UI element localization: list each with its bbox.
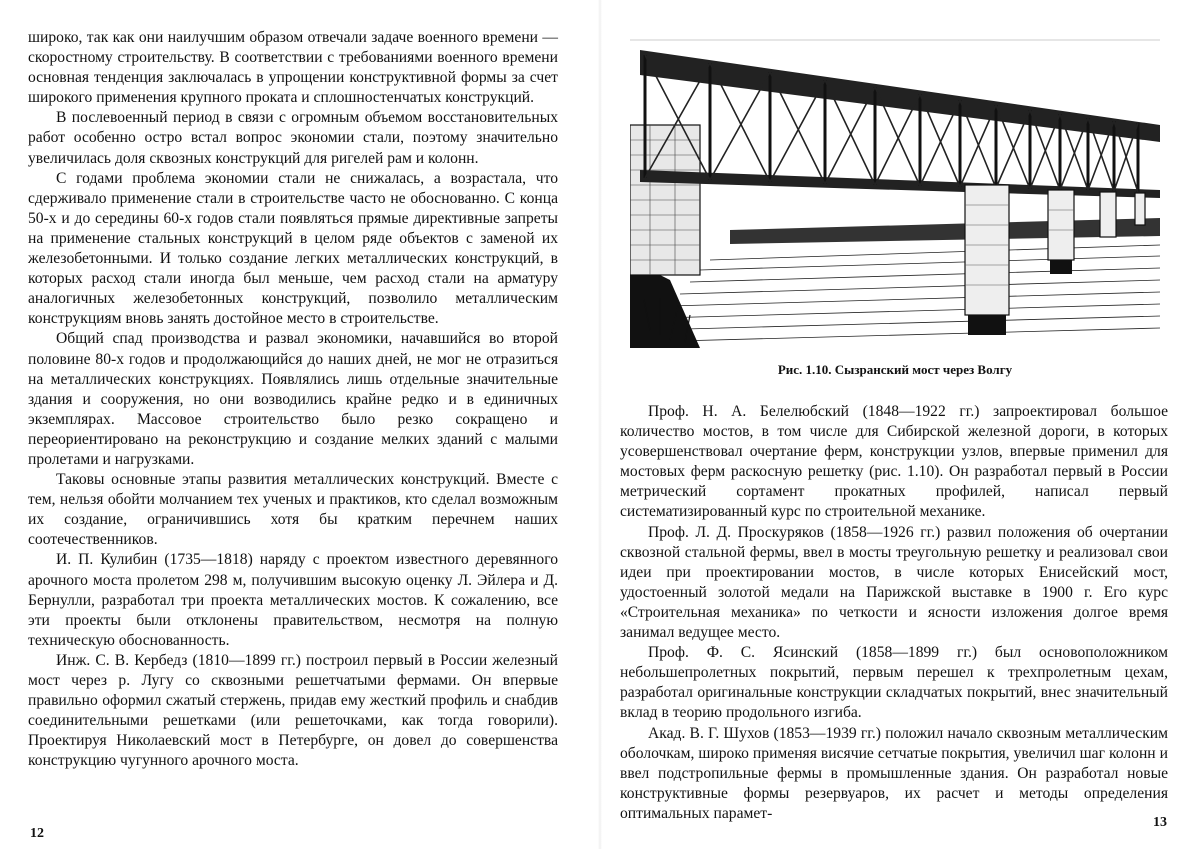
paragraph: Акад. В. Г. Шухов (1853—1939 гг.) положил начало сквозным металлическим оболочкам, широко применяя висячие сетчатые покрытия, увеличил шаг колонн и ввел подстропильные фермы в промышленные здания. Он разработал новые конструктивные формы резервуаров, их расчет и методы определения оптимальных парамет- bbox=[620, 724, 1168, 822]
paragraph: широко, так как они наилучшим образом отвечали задаче военного времени — скоростному строительству. В соответствии с требованиями военного времени основная тенденция заключалась в упрощении конструктивной формы за счет широкого применения крупного проката и сплошностенчатых конструкций. bbox=[28, 29, 558, 107]
paragraph: Инж. С. В. Кербедз (1810—1899 гг.) построил первый в России железный мост через р. Лугу со сквозными решетчатыми фермами. Он впервые правильно оформил сжатый стержень, придав ему жесткий профиль и снабдив соединительными решетками (или решеточками, как тогда говорили). Проектируя Николаевский мост в Петербурге, он довел до совершенства конструкцию чугунного арочного моста. bbox=[28, 651, 558, 770]
paragraph: Проф. Н. А. Белелюбский (1848—1922 гг.) запроектировал большое количество мостов, в том числе для Сибирской железной дороги, в которых усовершенствовал очертание ферм, конструкции узлов, впервые применил для мостовых ферм раскосную решетку (рис. 1.10). Он разработал первый в России метрический сортамент прокатных профилей, написал первый систематизированный курс по строительной механике. bbox=[620, 403, 1168, 521]
page-number-right: 13 bbox=[1153, 815, 1167, 830]
right-page bbox=[600, 0, 1200, 849]
paragraph: Проф. Л. Д. Проскуряков (1858—1926 гг.) развил положения об очертании сквозной стальной фермы, ввел в мосты треугольную решетку и реализовал свои идеи при проектировании мостов, в числе которых Енисейский мост, удостоенный золотой медали на Парижской выставке в 1900 г. Его курс «Строительная механика» по четкости и ясности изложения долгое время занимал ведущее место. bbox=[620, 523, 1168, 642]
figure-caption: Рис. 1.10. Сызранский мост через Волгу bbox=[777, 362, 1013, 377]
paragraph: Проф. Ф. С. Ясинский (1858—1899 гг.) был основоположником небольшепролетных покрытий, первым перешел к трехпролетным цехам, разработал оригинальные конструкции складчатых покрытий, внес значительный вклад в теорию продольного изгиба. bbox=[620, 644, 1168, 722]
paragraph: И. П. Кулибин (1735—1818) наряду с проектом известного деревянного арочного моста пролетом 298 м, получившим высокую оценку Л. Эйлера и Д. Бернулли, разработал три проекта металлических мостов. К сожалению, все эти проекты были отклонены правительством, несмотря на полную техническую обоснованность. bbox=[28, 551, 558, 649]
page-number-left: 12 bbox=[30, 826, 44, 841]
bridge-figure bbox=[630, 30, 1160, 348]
paragraph: Таковы основные этапы развития металлических конструкций. Вместе с тем, нельзя обойти молчанием тех ученых и практиков, кто сделал возможным их создание, ограничившись хотя бы кратким перечнем наших соотечественников. bbox=[28, 471, 558, 549]
paragraph: Общий спад производства и развал экономики, начавшийся во второй половине 80-х годов и продолжающийся до наших дней, не мог не отразиться на металлических конструкциях. Появлялись лишь отдельные значительные здания и сооружения, но они возводились крайне редко и в единичных экземплярах. Массовое строительство было резко сокращено и переориентировано на реконструкцию и создание мелких зданий с малыми пролетами и нагрузками. bbox=[28, 330, 558, 468]
paragraph: С годами проблема экономии стали не снижалась, а возрастала, что сдерживало применение стали в строительстве часто не обоснованно. С конца 50-х и до середины 60-х годов стали появляться прямые директивные запреты на применение стальных конструкций в целом ряде объектов с заменой их железобетонными. И только создание легких металлических конструкций, в которых расход стали иногда был меньше, чем расход стали на арматуру аналогичных железобетонных конструкций, позволило металлическим конструкциям вновь занять достойное место в строительстве. bbox=[28, 169, 558, 328]
right-page-text bbox=[620, 402, 1168, 824]
paragraph: В послевоенный период в связи с огромным объемом восстановительных работ особенно остро встал вопрос экономии стали, поэтому значительно увеличилась доля сквозных конструкций для ригелей рам и колонн. bbox=[28, 109, 558, 167]
left-page-text bbox=[28, 28, 558, 771]
